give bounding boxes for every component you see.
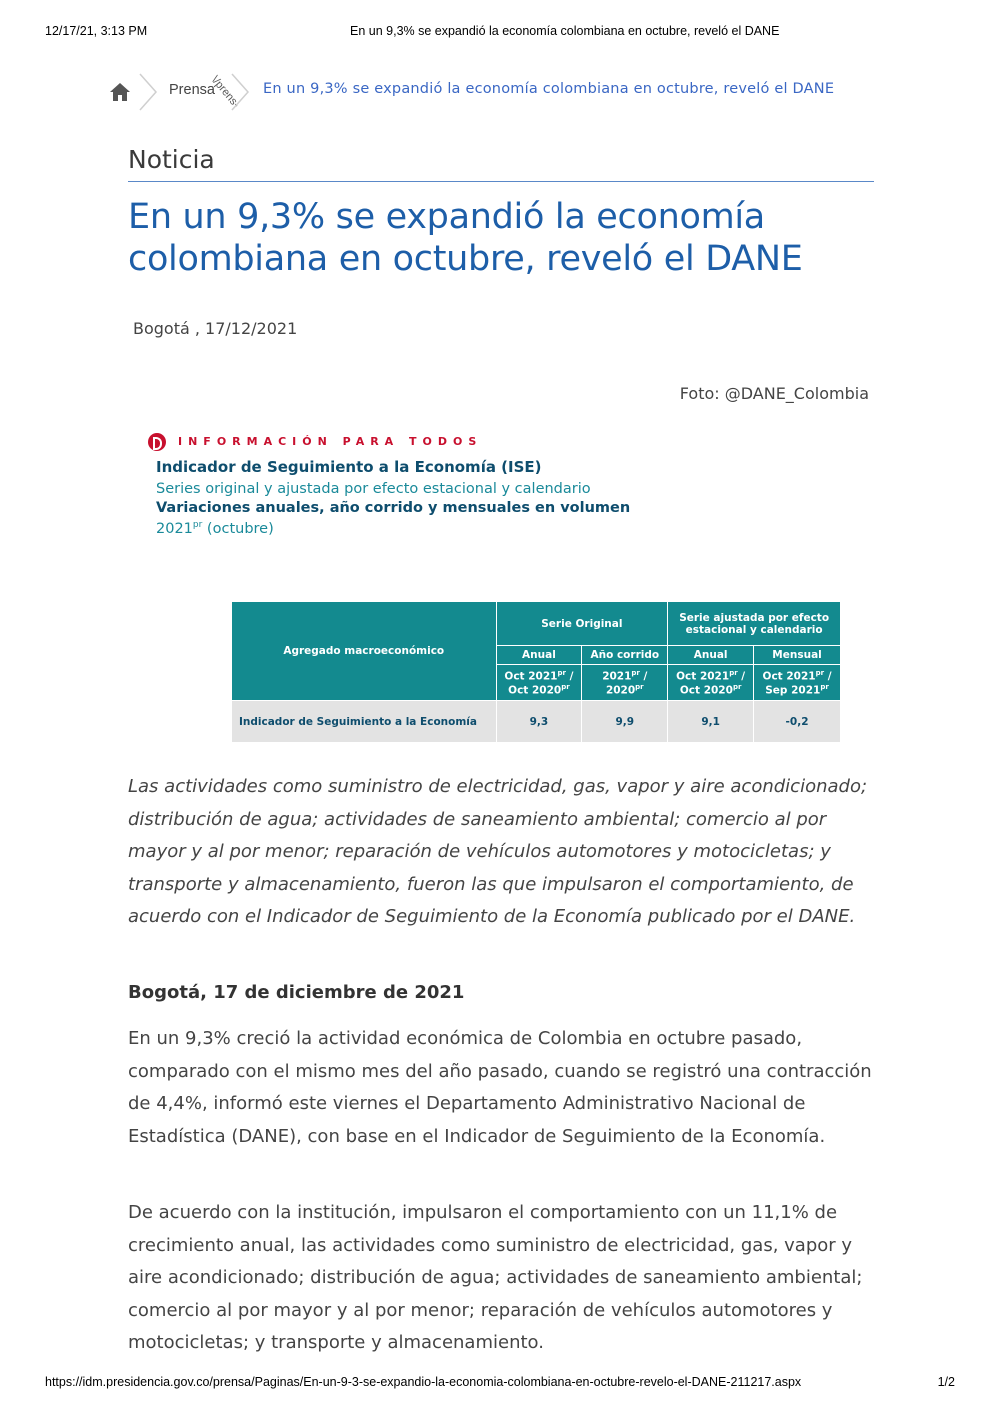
- article-paragraph: En un 9,3% creció la actividad económica de Colombia en octubre pasado, comparado con el mismo mes del año pasado, cuando se registró una contracción de 4,4%, informó este viernes el Departamento Administrativo Nacional de Estadística (DANE), con base en el Indicador de Seguimiento de la Economía.: [128, 1028, 872, 1147]
- infographic-period: $2021^{pr}$ (octubre): [156, 520, 274, 537]
- table-period-header: Oct $2021^{pr}$ / Sep $2021^{pr}$: [754, 665, 841, 701]
- table-cell: 9,9: [582, 701, 668, 743]
- table-col-header: Anual: [668, 646, 754, 665]
- breadcrumb-item-prensa[interactable]: Prensa: [169, 82, 215, 98]
- print-header: [45, 24, 955, 42]
- ise-table: [231, 601, 841, 743]
- ise-infographic: [140, 425, 870, 760]
- table-row: [232, 701, 841, 743]
- infographic-title: Indicador de Seguimiento a la Economía (ISE): [156, 458, 542, 476]
- print-url: https://idm.presidencia.gov.co/prensa/Paginas/En-un-9-3-se-expandio-la-economia-colombiana-en-octubre-revelo-el-DANE-211217.aspx: [45, 1375, 802, 1389]
- table-cell: -0,2: [754, 701, 841, 743]
- breadcrumb-current[interactable]: En un 9,3% se expandió la economía colombiana en octubre, reveló el DANE: [263, 81, 835, 97]
- print-footer: [45, 1375, 955, 1393]
- table-group-header: Serie ajustada por efecto estacional y calendario: [668, 602, 841, 646]
- breadcrumb-overflow-text: \/prens-: [208, 74, 242, 111]
- section-divider: [128, 181, 874, 182]
- table-period-header: Oct $2021^{pr}$ / Oct $2020^{pr}$: [496, 665, 582, 701]
- table-group-header: Serie Original: [496, 602, 668, 646]
- print-page-title: En un 9,3% se expandió la economía colombiana en octubre, reveló el DANE: [350, 24, 780, 38]
- table-row-header: Agregado macroeconómico: [232, 602, 497, 701]
- table-period-header: Oct $2021^{pr}$ / Oct $2020^{pr}$: [668, 665, 754, 701]
- article-place-date: Bogotá, 17 de diciembre de 2021: [128, 982, 465, 1003]
- article-paragraph: De acuerdo con la institución, impulsaron el comportamiento con un 11,1% de crecimiento anual, las actividades como suministro de electricidad, gas, vapor y aire acondicionado; distribución de agua; actividades de saneamiento ambiental; comercio al por mayor y al por menor; reparación de vehículos automotores y motocicletas; y transporte y almacenamiento.: [128, 1202, 863, 1353]
- table-cell: 9,3: [496, 701, 582, 743]
- chevron-right-icon: [138, 72, 160, 112]
- section-label: Noticia: [128, 145, 215, 174]
- home-icon[interactable]: [108, 81, 132, 103]
- photo-credit: Foto: @DANE_Colombia: [679, 384, 869, 403]
- table-col-header: Mensual: [754, 646, 841, 665]
- article-lead: Las actividades como suministro de electricidad, gas, vapor y aire acondicionado; distribución de agua; actividades de saneamiento ambiental; comercio al por mayor y al por menor; reparación de vehículos automotores y motocicletas; y transporte y almacenamiento, fueron las que impulsaron el comportamiento, de acuerdo con el Indicador de Seguimiento de la Economía publicado por el DANE.: [128, 776, 868, 927]
- print-datetime: 12/17/21, 3:13 PM: [45, 24, 148, 38]
- chevron-right-icon: [230, 72, 252, 112]
- table-cell: 9,1: [668, 701, 754, 743]
- dane-logo-icon: [148, 433, 166, 451]
- article-headline: En un 9,3% se expandió la economía colombiana en octubre, reveló el DANE: [128, 197, 803, 279]
- table-col-header: Año corrido: [582, 646, 668, 665]
- breadcrumb: [108, 72, 888, 112]
- infographic-subtitle: Variaciones anuales, año corrido y mensuales en volumen: [156, 500, 631, 516]
- infographic-tagline: INFORMACIÓN PARA TODOS: [178, 435, 483, 448]
- page-number: 1/2: [937, 1375, 955, 1389]
- table-col-header: Anual: [496, 646, 582, 665]
- article-dateline: Bogotá , 17/12/2021: [133, 319, 298, 338]
- infographic-subtitle: Series original y ajustada por efecto estacional y calendario: [156, 481, 591, 497]
- table-row-label: Indicador de Seguimiento a la Economía: [232, 701, 497, 743]
- table-period-header: $2021^{pr} / 2020^{pr}$: [582, 665, 668, 701]
